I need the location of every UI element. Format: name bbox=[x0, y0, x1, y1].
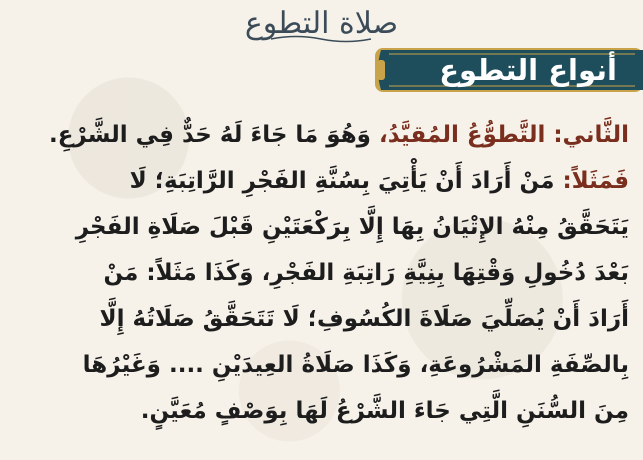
text-line-5: أَرَادَ أَنْ يُصَلِّيَ صَلَاةَ الكُسُوفِ؛ لَا تَتَحَقَّقُ صَلَاتُهُ إِلَّا bbox=[99, 306, 629, 332]
section-title: أنواع التطوع bbox=[439, 53, 617, 87]
logo-text: صلاة التطوع bbox=[244, 6, 399, 41]
text-line-7: مِنَ السُّنَنِ الَّتِي جَاءَ الشَّرْعُ لَهَا بِوَصْفٍ مُعَيَّنٍ. bbox=[140, 398, 629, 424]
type-definition: وَهُوَ مَا جَاءَ لَهُ حَدٌّ فِي الشَّرْعِ. bbox=[48, 122, 379, 148]
text-line-6: بِالصِّفَةِ المَشْرُوعَةِ، وَكَذَا صَلَاةُ العِيدَيْنِ .... وَغَيْرُهَا bbox=[82, 352, 629, 378]
section-banner bbox=[375, 44, 643, 96]
text-line-3: يَتَحَقَّقُ مِنْهُ الإِتْيَانُ بِهَا إِلَّا بِرَكْعَتَيْنِ قَبْلَ صَلَاةِ الفَجْرِ bbox=[75, 214, 629, 240]
text-line-4: بَعْدَ دُخُولِ وَقْتِهَا بِنِيَّةِ رَاتِبَةِ الفَجْرِ، وَكَذَا مَثَلاً: مَنْ bbox=[103, 260, 629, 286]
text-line-2 bbox=[14, 158, 629, 204]
example-text: مَنْ أَرَادَ أَنْ يَأْتِيَ بِسُنَّةِ الفَجْرِ الرَّاتِبَةِ؛ لَا bbox=[129, 168, 563, 194]
type-label: الثَّاني: التَّطوُّعُ المُقيَّدُ، bbox=[378, 122, 629, 148]
text-line-1 bbox=[14, 112, 629, 158]
body-text bbox=[14, 112, 629, 434]
flourish-ornament bbox=[266, 34, 376, 44]
example-label: فَمَثَلاً: bbox=[562, 168, 629, 194]
